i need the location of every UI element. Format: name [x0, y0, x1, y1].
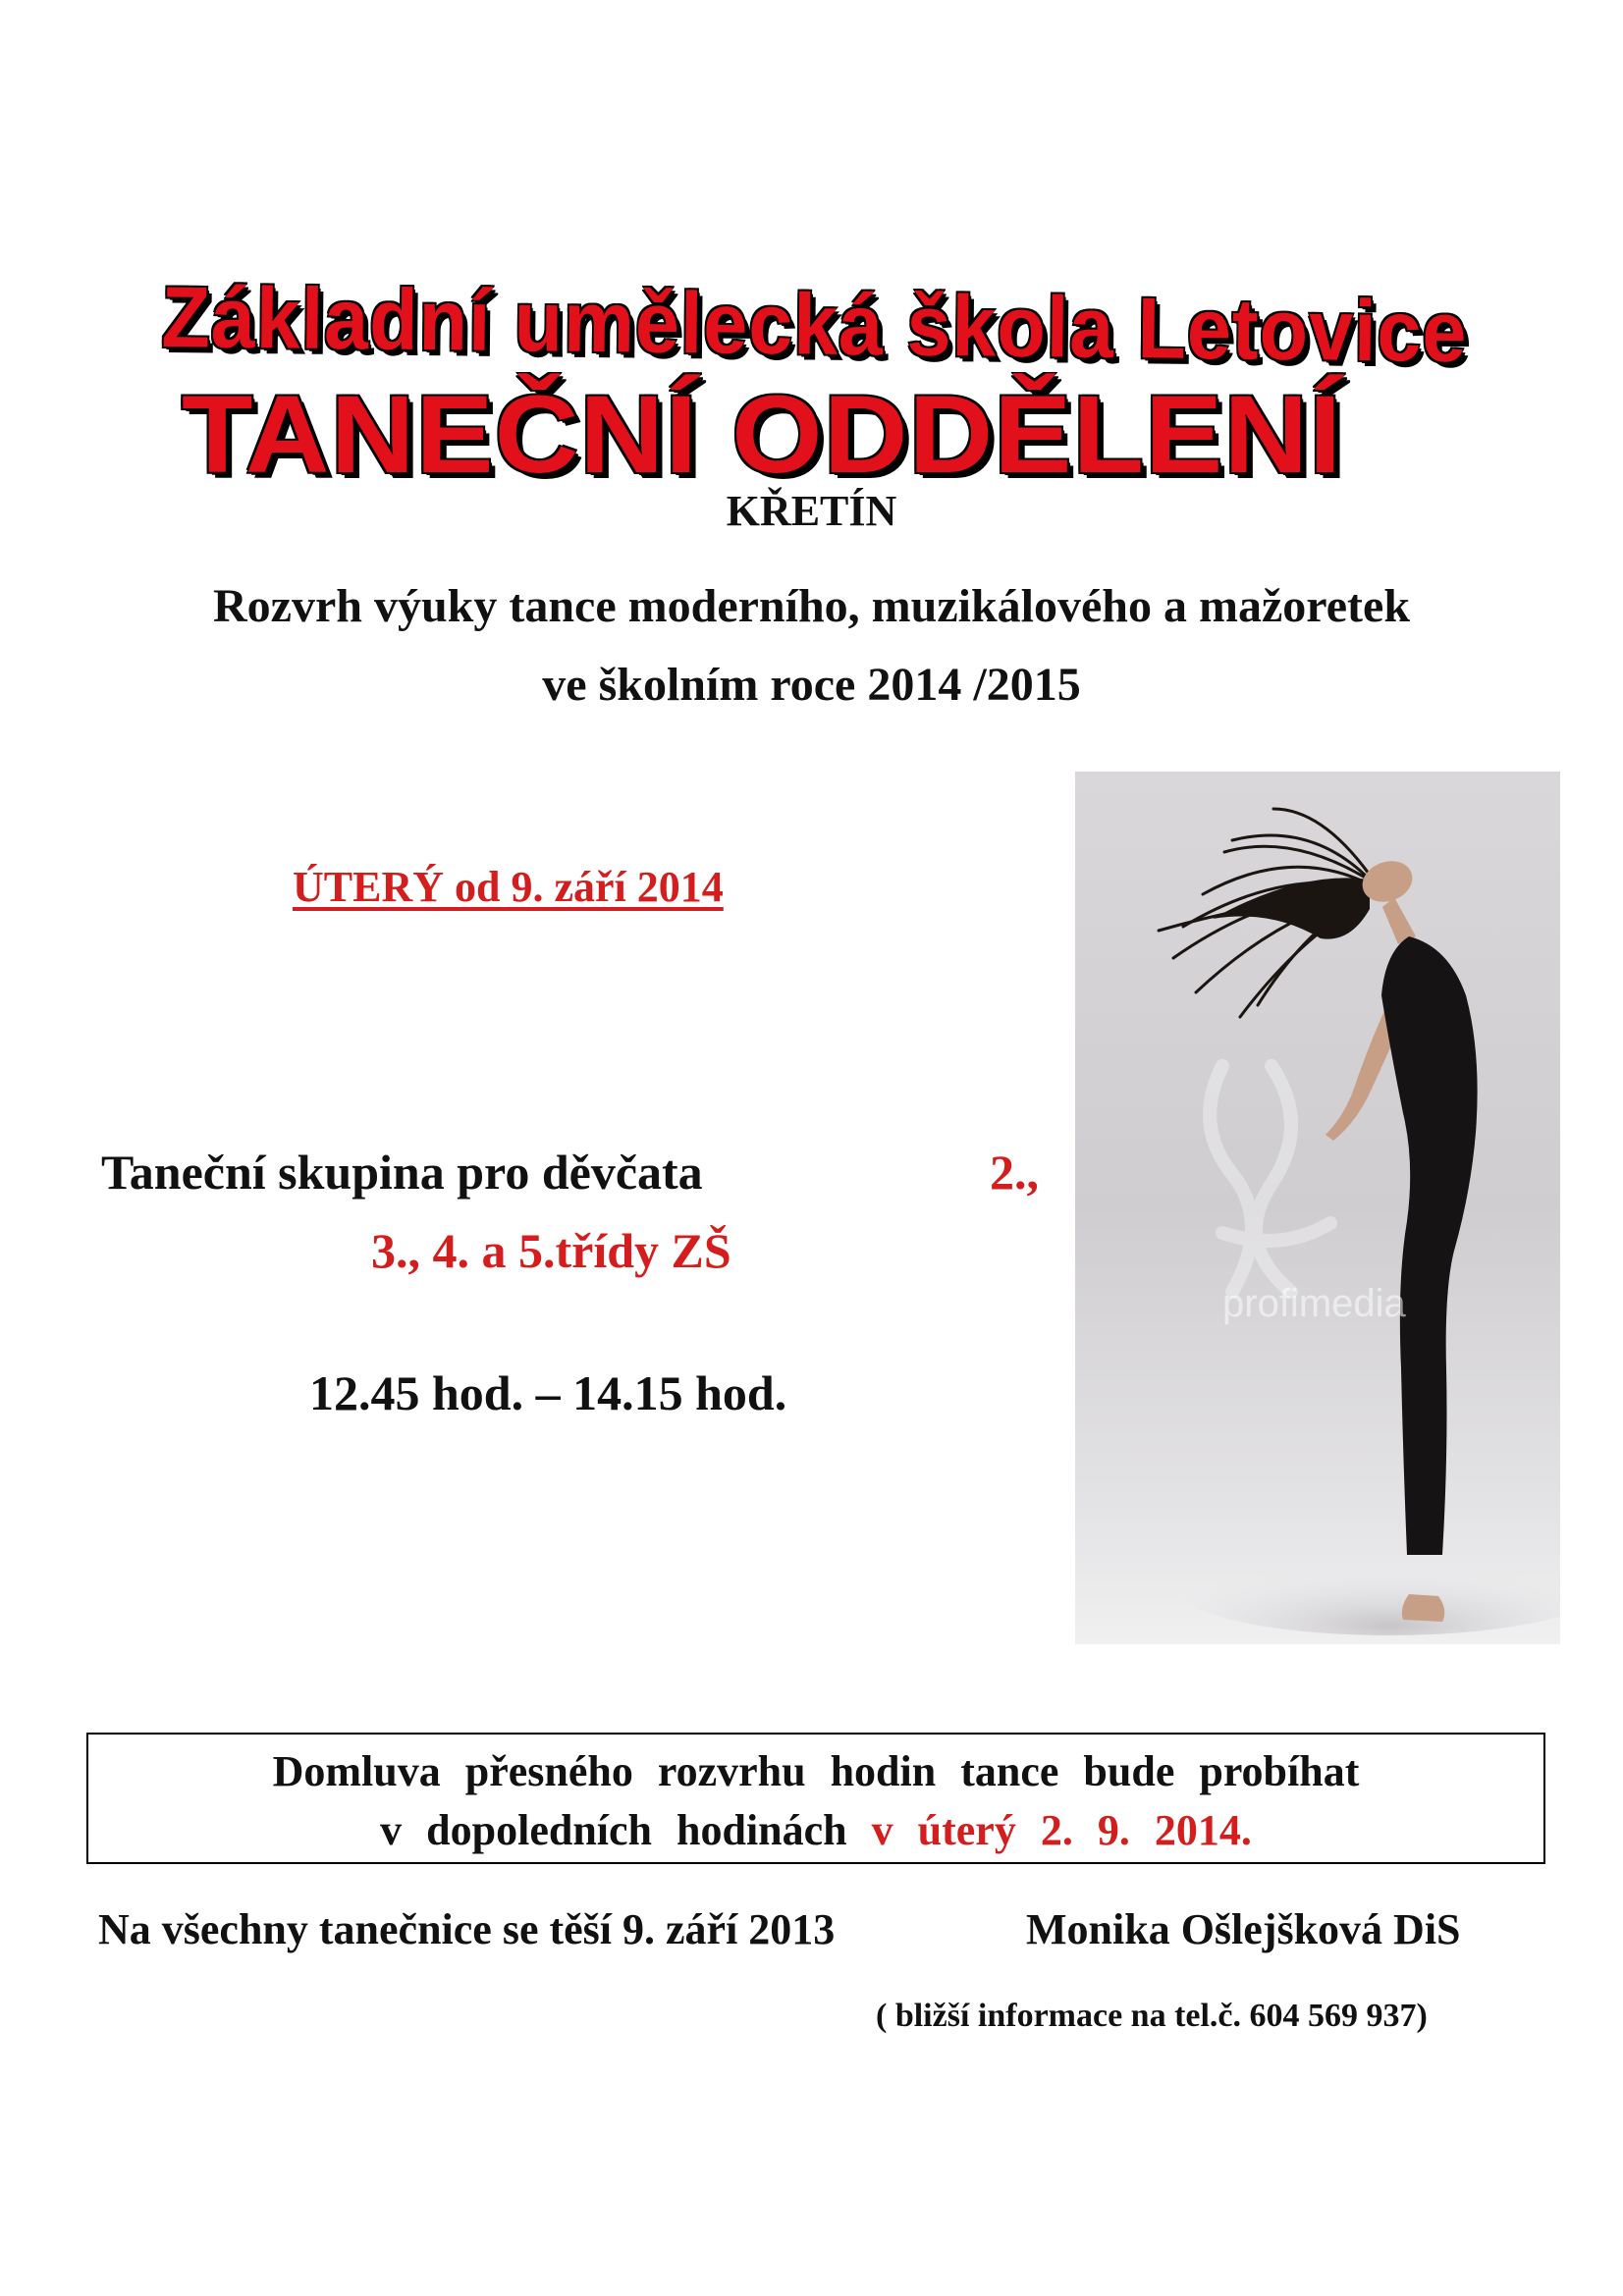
schedule-title-line2: ve školním roce 2014 /2015	[542, 659, 1081, 711]
note-line2	[88, 1805, 1543, 1855]
closing-line: Na všechny tanečnice se těší 9. září 2013	[98, 1905, 836, 1953]
schedule-title-line1: Rozvrh výuky tance moderního, muzikálového a mažoretek	[212, 580, 1411, 632]
author-name: Monika Ošlejšková DiS	[1026, 1905, 1461, 1953]
note-box	[86, 1733, 1545, 1864]
grade-label-part1: 2.,	[990, 1145, 1039, 1200]
group-label: Taneční skupina pro děvčata	[101, 1145, 703, 1200]
school-name-wordart: Základní umělecká škola Letovice	[161, 267, 1468, 381]
grade-label-part2: 3., 4. a 5.třídy ZŠ	[371, 1223, 731, 1278]
lesson-day: ÚTERÝ od 9. září 2014	[293, 863, 724, 911]
dancer-photo	[1075, 772, 1560, 1644]
contact-info: ( bližší informace na tel.č. 604 569 937)	[876, 1998, 1428, 2034]
note-line1: Domluva přesného rozvrhu hodin tance bude probíhat	[272, 1747, 1360, 1795]
department-wordart: TANEČNÍ ODDĚLENÍ	[182, 373, 1343, 496]
watermark-text: profimedia	[1222, 1282, 1406, 1325]
lesson-time: 12.45 hod. – 14.15 hod.	[309, 1365, 787, 1420]
note-line2-prefix: v dopoledních hodinách	[380, 1806, 847, 1854]
note-line2-date: v úterý 2. 9. 2014.	[871, 1806, 1252, 1854]
dancer-illustration	[1075, 772, 1560, 1644]
town-heading: KŘETÍN	[726, 487, 897, 535]
